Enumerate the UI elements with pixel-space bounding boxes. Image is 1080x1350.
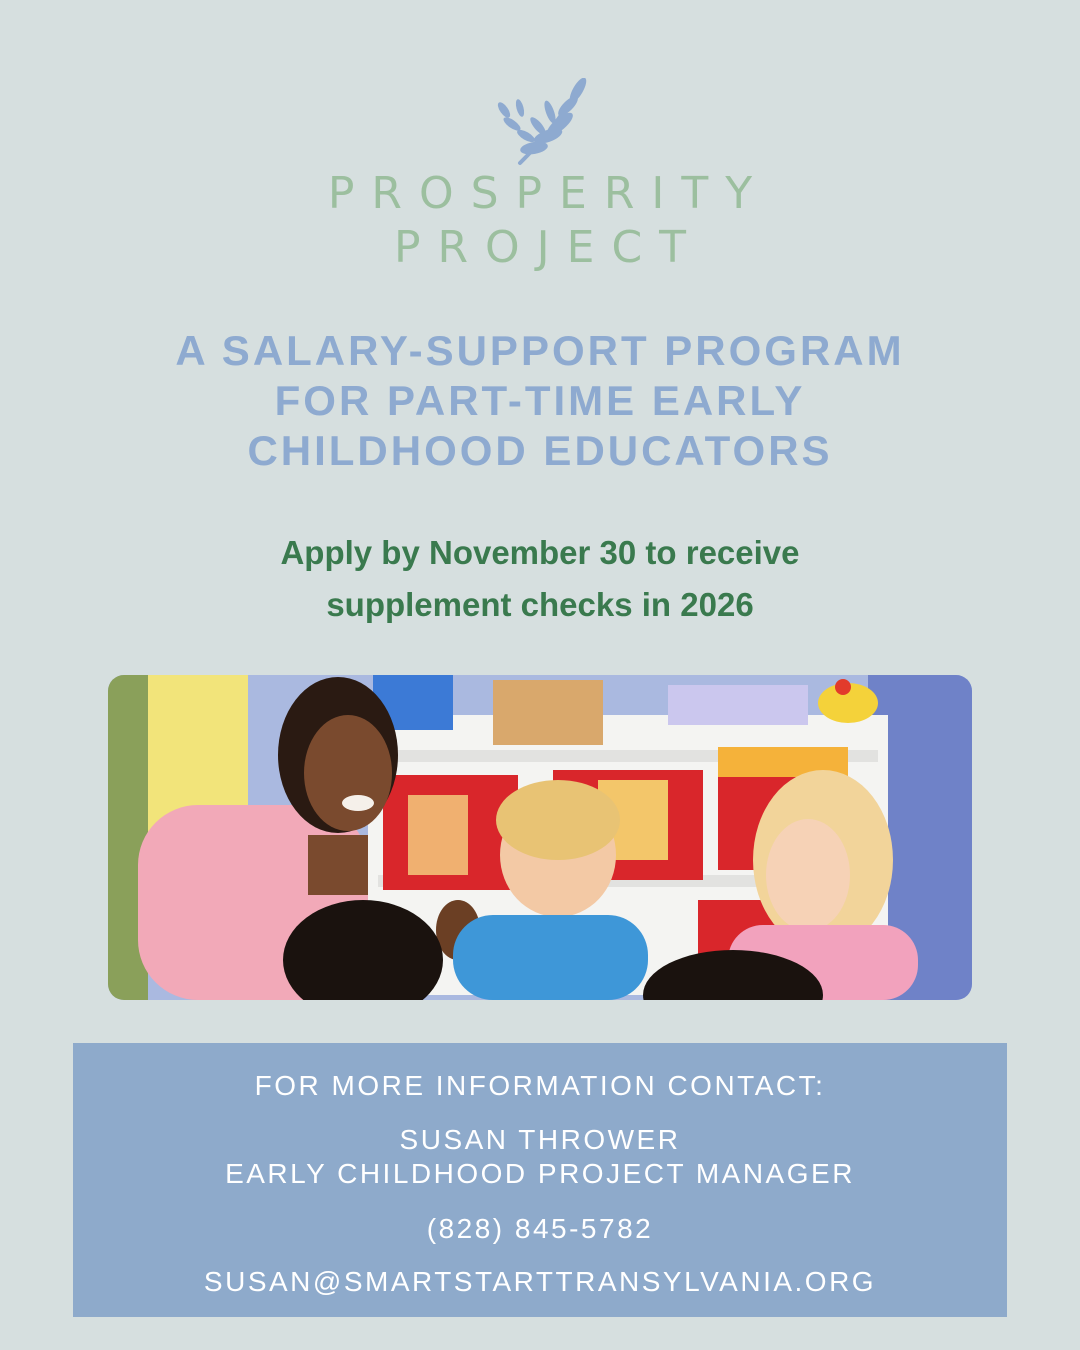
brand-name-line1: PROSPERITY	[327, 168, 770, 219]
contact-name: SUSAN THROWER	[399, 1124, 681, 1155]
program-headline	[0, 326, 1080, 476]
contact-heading: FOR MORE INFORMATION CONTACT:	[254, 1070, 826, 1101]
classroom-photo	[108, 675, 972, 1000]
headline-line-1: A SALARY-SUPPORT PROGRAM	[175, 327, 905, 374]
contact-panel	[73, 1043, 1007, 1317]
apply-deadline-text	[0, 527, 1080, 631]
apply-line-2: supplement checks in 2026	[326, 586, 754, 623]
contact-title: EARLY CHILDHOOD PROJECT MANAGER	[225, 1158, 855, 1189]
brand-name-line2: PROJECT	[393, 222, 704, 273]
apply-line-1: Apply by November 30 to receive	[280, 534, 800, 571]
contact-phone[interactable]: (828) 845-5782	[426, 1213, 654, 1244]
headline-line-3: CHILDHOOD EDUCATORS	[247, 427, 833, 474]
leaf-sprig-icon	[490, 78, 590, 168]
contact-email[interactable]: SUSAN@SMARTSTARTTRANSYLVANIA.ORG	[203, 1266, 877, 1297]
headline-line-2: FOR PART-TIME EARLY	[274, 377, 806, 424]
